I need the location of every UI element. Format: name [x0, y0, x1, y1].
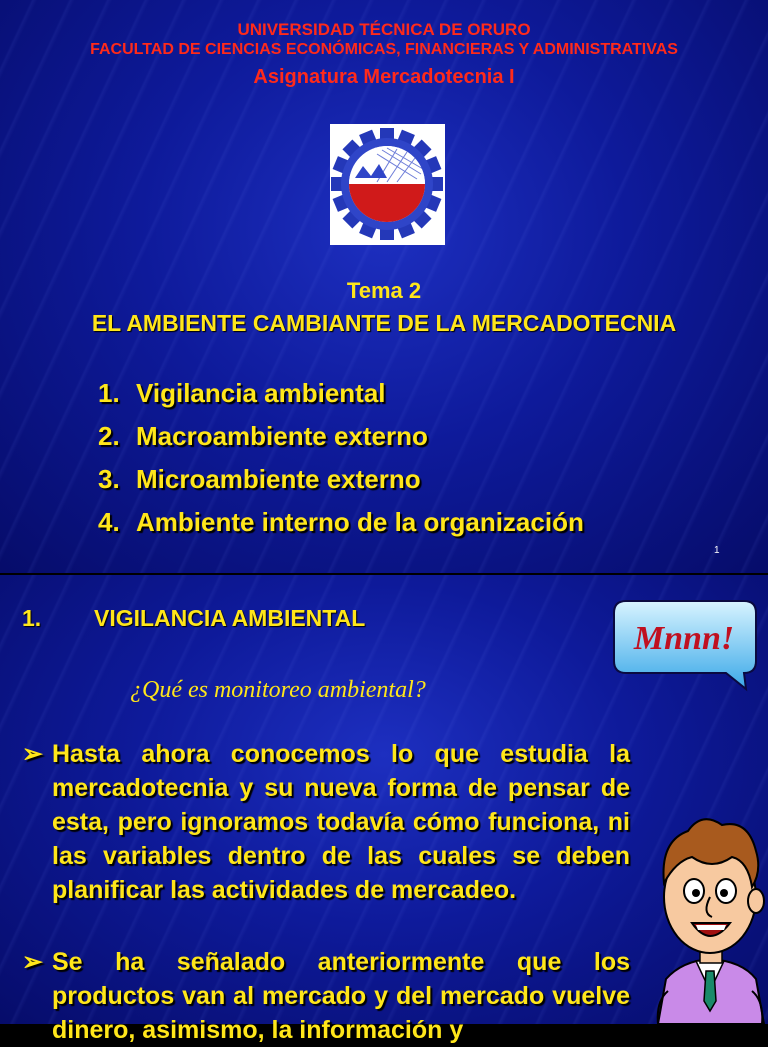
arrow-bullet-icon: ➢	[22, 948, 43, 976]
topic-item	[98, 378, 584, 421]
section-title-text: VIGILANCIA AMBIENTAL	[94, 605, 366, 631]
course-name: Asignatura Mercadotecnia I	[253, 66, 515, 88]
cartoon-man-illustration	[652, 801, 768, 1024]
topic-item-number: 4.	[98, 507, 120, 537]
topic-item-number: 3.	[98, 464, 120, 494]
bullet-paragraph	[22, 737, 630, 907]
topic-item	[98, 421, 584, 464]
university-name: UNIVERSIDAD TÉCNICA DE ORURO	[237, 20, 531, 39]
slide-2	[0, 575, 768, 1044]
bullet-paragraph	[22, 945, 630, 1047]
bubble-text: Mnnn!	[633, 620, 735, 657]
topic-number: Tema 2	[346, 278, 422, 303]
faculty-logo	[330, 124, 445, 245]
topic-item	[98, 464, 584, 507]
topic-item-number: 1.	[98, 378, 120, 408]
topic-item-label: Microambiente externo	[136, 464, 421, 494]
page-number: 1	[714, 545, 720, 556]
arrow-bullet-icon: ➢	[22, 740, 43, 768]
topic-item-label: Ambiente interno de la organización	[136, 507, 584, 537]
topic-item-label: Vigilancia ambiental	[136, 378, 386, 408]
section-number: 1.	[22, 605, 42, 631]
speech-bubble	[612, 599, 758, 691]
paragraph-text: Se ha señalado anteriormente que los productos van al mercado y del mercado vuelve dinero, asimismo, la información y	[52, 948, 630, 1044]
section-title	[22, 605, 365, 632]
paragraph-text: Hasta ahora conocemos lo que estudia la mercadotecnia y su nueva forma de pensar de esta, pero ignoramos todavía cómo funciona, ni las variables dentro de las cuales se deben planificar las actividades de mercadeo.	[52, 740, 630, 904]
topic-list	[98, 378, 584, 550]
topic-title: EL AMBIENTE CAMBIANTE DE LA MERCADOTECNIA	[91, 310, 677, 336]
topic-item-number: 2.	[98, 421, 120, 451]
faculty-name: FACULTAD DE CIENCIAS ECONÓMICAS, FINANCIERAS Y ADMINISTRATIVAS	[90, 41, 678, 58]
topic-item	[98, 507, 584, 550]
question-text: ¿Qué es monitoreo ambiental?	[130, 677, 426, 703]
topic-item-label: Macroambiente externo	[136, 421, 428, 451]
